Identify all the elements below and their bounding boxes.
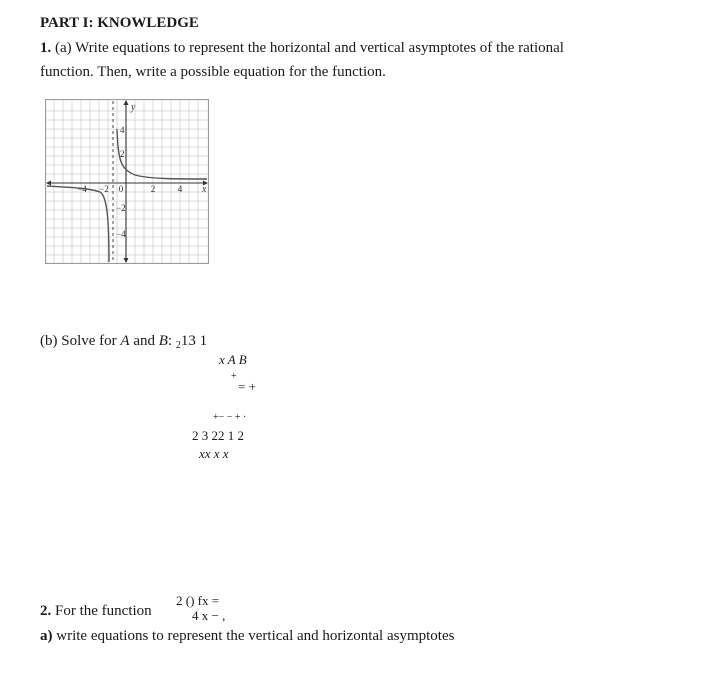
x-tick-label: 4 — [177, 184, 183, 194]
question-2-line-1 — [40, 603, 152, 620]
question-2-text: For the function — [51, 603, 152, 619]
question-1-line-1 — [40, 40, 564, 57]
function-fragment-bottom: 4 x − , — [192, 608, 226, 623]
y-tick-label: 2 — [120, 149, 125, 159]
x-tick-label: −4 — [77, 184, 87, 194]
y-axis-label: y — [131, 102, 136, 113]
y-tick-label: −2 — [116, 203, 126, 213]
question-1-number: 1. — [40, 40, 52, 56]
part-b-tiny-fragment: 2 — [175, 340, 181, 351]
question-2-number: 2. — [40, 603, 52, 619]
question-2-part-a-text: write equations to represent the vertical and horizontal asymptotes — [52, 628, 455, 644]
equation-fragment: = + — [238, 379, 256, 394]
function-fragment-top: 2 () fx = — [176, 593, 220, 608]
x-tick-label: 2 — [150, 184, 156, 194]
equation-fragment: +− − + · — [213, 412, 247, 423]
part-b-prefix: (b) Solve for — [40, 333, 121, 349]
part-b-tail: 13 1 — [180, 333, 208, 349]
question-1-text-line-1: (a) Write equations to represent the horizontal and vertical asymptotes of the rational — [55, 40, 564, 56]
equation-fragment: + — [231, 371, 237, 382]
equation-fragment: x A B — [219, 352, 247, 367]
question-2-part-a-label: a) — [40, 628, 53, 644]
part-b-line — [40, 333, 207, 351]
x-tick-label: 0 — [118, 184, 124, 194]
variable-b: B — [158, 333, 168, 349]
y-tick-label: −4 — [116, 229, 126, 239]
x-tick-label: −2 — [99, 184, 109, 194]
x-axis-label: x — [202, 184, 207, 195]
y-tick-label: 4 — [120, 125, 125, 135]
part-b-and: and — [129, 333, 159, 349]
rational-function-graph — [45, 99, 209, 264]
graph-frame — [46, 100, 209, 264]
question-1-text-line-2: function. Then, write a possible equation for the function. — [40, 64, 386, 80]
equation-fragment: xx x x — [199, 446, 229, 461]
part-b-colon: : — [167, 333, 173, 349]
question-2-line-2 — [40, 628, 454, 645]
section-heading: PART I: KNOWLEDGE — [40, 15, 199, 31]
equation-fragment: 2 3 22 1 2 — [192, 428, 244, 443]
variable-a: A — [120, 333, 130, 349]
